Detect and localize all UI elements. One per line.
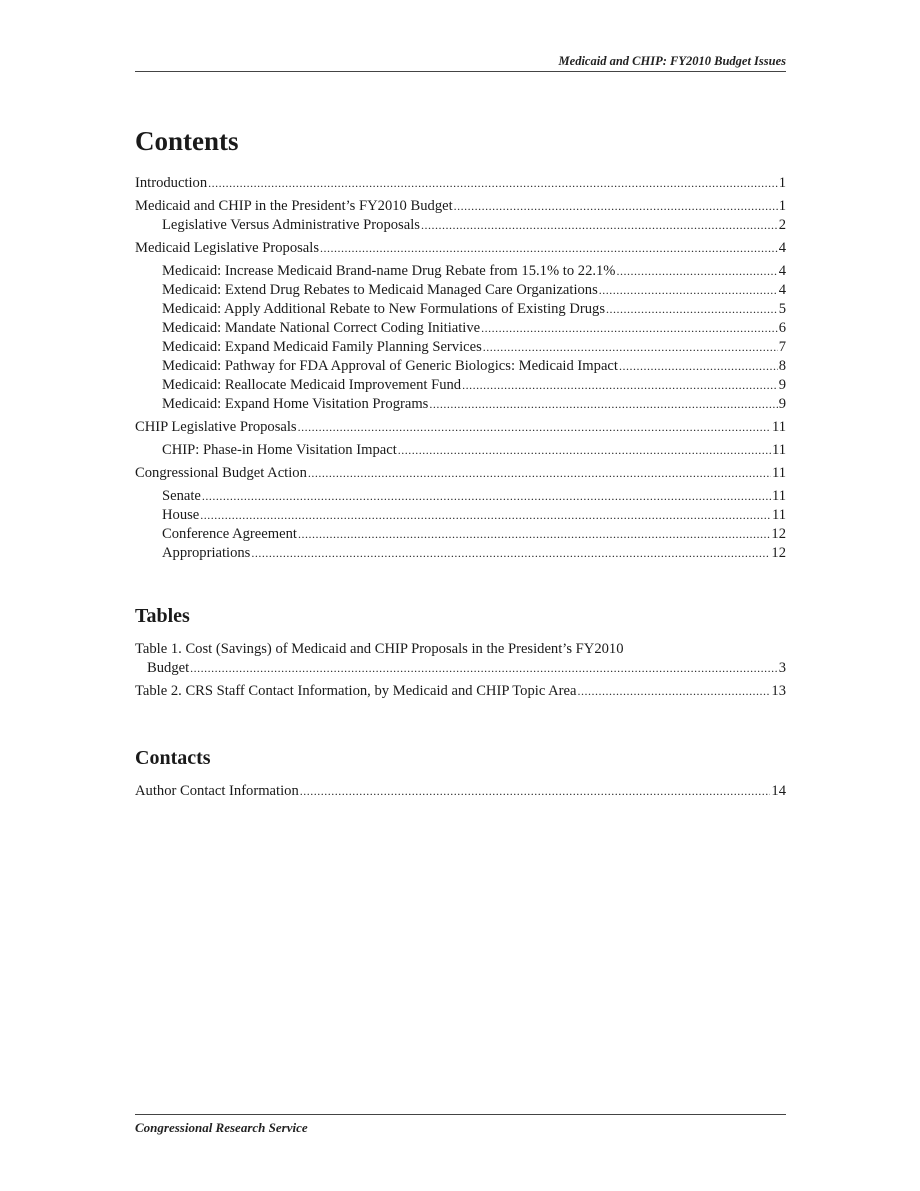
table-entry[interactable] <box>135 640 786 678</box>
toc-subentry[interactable]: Medicaid: Expand Home Visitation Programs ..... 9 <box>135 395 786 414</box>
toc-subentry[interactable]: Medicaid: Expand Medicaid Family Planning Services ..... 7 <box>135 338 786 357</box>
leader-dots <box>200 506 771 525</box>
leader-dots <box>462 376 778 395</box>
leader-dots <box>208 174 778 193</box>
table-entry-continuation: Budget ..... 3 <box>135 659 786 678</box>
header-rule <box>135 71 786 72</box>
contacts-section <box>135 745 786 801</box>
leader-dots <box>578 682 771 701</box>
page-number: 1 <box>778 198 786 214</box>
page-number: 2 <box>778 217 786 233</box>
table-entry[interactable]: Table 2. CRS Staff Contact Information, by Medicaid and CHIP Topic Area ..... 13 <box>135 682 786 701</box>
toc-subentry[interactable]: Medicaid: Mandate National Correct Coding Initiative ..... 6 <box>135 319 786 338</box>
toc-entry[interactable]: Medicaid and CHIP in the President’s FY2010 Budget ..... 1 <box>135 197 786 216</box>
tables-section <box>135 603 786 701</box>
page-number: 8 <box>778 358 786 374</box>
toc-subentry[interactable]: Medicaid: Increase Medicaid Brand-name Drug Rebate from 15.1% to 22.1% ..... 4 <box>135 262 786 281</box>
toc-subentry[interactable]: Senate ..... 11 <box>135 487 786 506</box>
page-number: 11 <box>771 419 786 435</box>
toc-subentry[interactable]: Medicaid: Extend Drug Rebates to Medicaid Managed Care Organizations ..... 4 <box>135 281 786 300</box>
contents-heading: Contents <box>135 126 239 156</box>
leader-dots <box>300 782 771 801</box>
page-number: 1 <box>778 175 786 191</box>
page-number: 11 <box>771 507 786 523</box>
leader-dots <box>298 525 770 544</box>
toc-subentry[interactable]: Medicaid: Reallocate Medicaid Improvement Fund ..... 9 <box>135 376 786 395</box>
toc-subentry[interactable]: Legislative Versus Administrative Proposals ..... 2 <box>135 216 786 235</box>
page-number: 6 <box>778 320 786 336</box>
toc-entry[interactable]: Congressional Budget Action ..... 11 <box>135 464 786 483</box>
leader-dots <box>421 216 778 235</box>
leader-dots <box>619 357 778 376</box>
toc-subentry[interactable]: Medicaid: Apply Additional Rebate to New Formulations of Existing Drugs ..... 5 <box>135 300 786 319</box>
leader-dots <box>298 418 771 437</box>
contents-list <box>135 174 786 563</box>
page-number: 4 <box>778 282 786 298</box>
table-entry-line: Table 1. Cost (Savings) of Medicaid and CHIP Proposals in the President’s FY2010 <box>135 641 624 657</box>
page-number: 7 <box>778 339 786 355</box>
page-number: 14 <box>771 783 786 799</box>
page-number: 11 <box>771 442 786 458</box>
leader-dots <box>481 319 778 338</box>
toc-entry[interactable]: Introduction ..... 1 <box>135 174 786 193</box>
toc-entry[interactable]: Medicaid Legislative Proposals ..... 4 <box>135 239 786 258</box>
page-number: 11 <box>771 465 786 481</box>
toc-page-body <box>135 124 786 801</box>
contacts-heading: Contacts <box>135 747 211 769</box>
page-number: 9 <box>778 377 786 393</box>
toc-subentry[interactable]: Conference Agreement ..... 12 <box>135 525 786 544</box>
page-number: 13 <box>771 683 786 699</box>
page-number: 11 <box>771 488 786 504</box>
page-number: 4 <box>778 263 786 279</box>
leader-dots <box>190 659 778 678</box>
page-number: 9 <box>778 396 786 412</box>
leader-dots <box>454 197 778 216</box>
page-number: 5 <box>778 301 786 317</box>
page-footer: Congressional Research Service <box>135 1120 308 1135</box>
toc-subentry[interactable]: Appropriations ..... 12 <box>135 544 786 563</box>
leader-dots <box>320 239 778 258</box>
page-number: 12 <box>771 526 786 542</box>
running-header: Medicaid and CHIP: FY2010 Budget Issues <box>558 54 786 68</box>
leader-dots <box>429 395 777 414</box>
leader-dots <box>599 281 778 300</box>
page-number: 3 <box>778 660 786 676</box>
leader-dots <box>398 441 771 460</box>
toc-subentry[interactable]: CHIP: Phase-in Home Visitation Impact ..... 11 <box>135 441 786 460</box>
leader-dots <box>251 544 770 563</box>
leader-dots <box>308 464 771 483</box>
toc-entry[interactable]: CHIP Legislative Proposals ..... 11 <box>135 418 786 437</box>
page-number: 4 <box>778 240 786 256</box>
leader-dots <box>483 338 778 357</box>
page-number: 12 <box>771 545 786 561</box>
toc-subentry[interactable]: Medicaid: Pathway for FDA Approval of Generic Biologics: Medicaid Impact ..... 8 <box>135 357 786 376</box>
toc-subentry[interactable]: House ..... 11 <box>135 506 786 525</box>
contact-entry[interactable]: Author Contact Information ..... 14 <box>135 782 786 801</box>
leader-dots <box>606 300 778 319</box>
tables-heading: Tables <box>135 605 190 627</box>
footer-rule <box>135 1114 786 1115</box>
leader-dots <box>616 262 777 281</box>
leader-dots <box>202 487 771 506</box>
